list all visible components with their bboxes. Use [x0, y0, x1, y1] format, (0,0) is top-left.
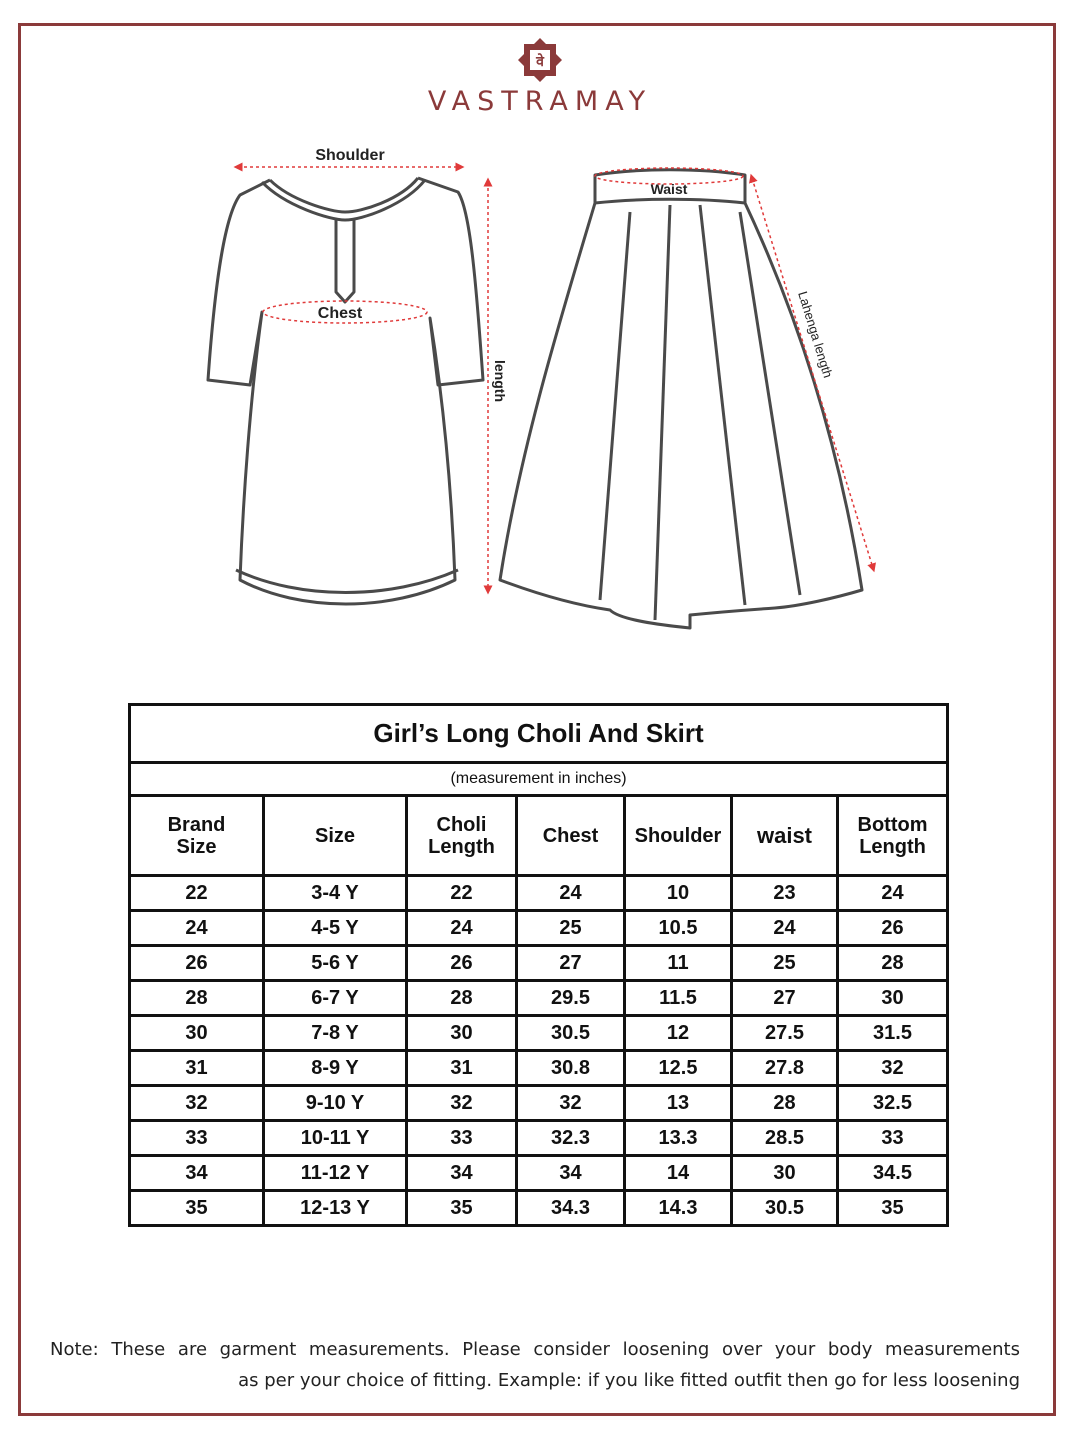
column-header [407, 796, 517, 876]
table-cell: 30 [130, 1016, 264, 1051]
table-cell: 24 [732, 911, 838, 946]
table-cell: 7-8 Y [264, 1016, 407, 1051]
column-header [264, 796, 407, 876]
table-cell: 35 [838, 1191, 948, 1226]
table-cell: 3-4 Y [264, 876, 407, 911]
length-label: length [492, 360, 508, 402]
table-subtitle: (measurement in inches) [130, 763, 948, 796]
column-header [130, 796, 264, 876]
table-cell: 28 [130, 981, 264, 1016]
note-line-1: Note: These are garment measurements. Please consider loosening over your body measurements [50, 1339, 1020, 1360]
table-cell: 30.5 [517, 1016, 625, 1051]
table-cell: 6-7 Y [264, 981, 407, 1016]
table-cell: 35 [407, 1191, 517, 1226]
skirt-drawing [500, 170, 862, 628]
table-cell: 27.5 [732, 1016, 838, 1051]
choli-drawing [208, 178, 483, 604]
table-cell: 12-13 Y [264, 1191, 407, 1226]
measurement-lines [238, 167, 873, 590]
table-cell: 11-12 Y [264, 1156, 407, 1191]
table-cell: 33 [838, 1121, 948, 1156]
chest-label: Chest [317, 305, 363, 322]
table-cell: 13 [625, 1086, 732, 1121]
brand-name: VASTRAMAY [427, 86, 653, 117]
table-cell: 22 [407, 876, 517, 911]
table-cell: 34 [130, 1156, 264, 1191]
waist-label: Waist [650, 181, 688, 197]
table-cell: 26 [838, 911, 948, 946]
table-cell: 11.5 [625, 981, 732, 1016]
table-cell: 28 [732, 1086, 838, 1121]
table-cell: 33 [130, 1121, 264, 1156]
table-cell: 31 [130, 1051, 264, 1086]
column-header-text: Shoulder [634, 824, 722, 847]
table-cell: 30 [407, 1016, 517, 1051]
table-cell: 10 [625, 876, 732, 911]
table-cell: 4-5 Y [264, 911, 407, 946]
column-header [517, 796, 625, 876]
table-cell: 33 [407, 1121, 517, 1156]
lahenga-length-label: Lahenga length [795, 289, 836, 380]
table-row [130, 1016, 948, 1051]
column-header-text: Length [428, 835, 495, 858]
table-cell: 28.5 [732, 1121, 838, 1156]
table-cell: 28 [838, 946, 948, 981]
table-cell: 27.8 [732, 1051, 838, 1086]
table-row [130, 1156, 948, 1191]
table-cell: 5-6 Y [264, 946, 407, 981]
size-chart-table [128, 703, 949, 1227]
table-title: Girl’s Long Choli And Skirt [130, 705, 948, 763]
note-line-2: as per your choice of fitting. Example: if you like fitted outfit then go for less loosening [238, 1370, 1020, 1391]
column-header [838, 796, 948, 876]
table-cell: 24 [517, 876, 625, 911]
table-cell: 10.5 [625, 911, 732, 946]
column-header-text: Chest [542, 824, 599, 847]
table-row [130, 981, 948, 1016]
table-cell: 11 [625, 946, 732, 981]
table-cell: 27 [732, 981, 838, 1016]
table-cell: 29.5 [517, 981, 625, 1016]
table-row [130, 1051, 948, 1086]
table-cell: 26 [130, 946, 264, 981]
table-cell: 24 [130, 911, 264, 946]
table-cell: 14.3 [625, 1191, 732, 1226]
column-header-text: waist [756, 822, 813, 848]
table-cell: 27 [517, 946, 625, 981]
table-cell: 10-11 Y [264, 1121, 407, 1156]
column-header-text: Brand [167, 813, 226, 836]
table-cell: 13.3 [625, 1121, 732, 1156]
table-row [130, 1121, 948, 1156]
table-cell: 25 [732, 946, 838, 981]
table-header-row [130, 796, 948, 876]
table-cell: 9-10 Y [264, 1086, 407, 1121]
table-cell: 22 [130, 876, 264, 911]
table-cell: 28 [407, 981, 517, 1016]
table-cell: 24 [838, 876, 948, 911]
table-cell: 31.5 [838, 1016, 948, 1051]
table-cell: 32 [407, 1086, 517, 1121]
table-cell: 35 [130, 1191, 264, 1226]
table-cell: 8-9 Y [264, 1051, 407, 1086]
table-cell: 25 [517, 911, 625, 946]
column-header-text: Choli [436, 813, 487, 836]
table-cell: 34.3 [517, 1191, 625, 1226]
table-cell: 34.5 [838, 1156, 948, 1191]
table-cell: 30 [732, 1156, 838, 1191]
table-cell: 32.3 [517, 1121, 625, 1156]
column-header-text: Bottom [857, 813, 928, 836]
table-cell: 31 [407, 1051, 517, 1086]
table-cell: 30.5 [732, 1191, 838, 1226]
table-cell: 30 [838, 981, 948, 1016]
shoulder-label: Shoulder [315, 147, 385, 164]
column-header [732, 796, 838, 876]
table-cell: 34 [407, 1156, 517, 1191]
note [50, 1334, 1020, 1396]
table-cell: 34 [517, 1156, 625, 1191]
table-cell: 32 [517, 1086, 625, 1121]
table-cell: 24 [407, 911, 517, 946]
column-header-text: Length [859, 835, 926, 858]
column-header-text: Size [176, 835, 217, 858]
table-cell: 12 [625, 1016, 732, 1051]
table-cell: 30.8 [517, 1051, 625, 1086]
table-cell: 12.5 [625, 1051, 732, 1086]
table-cell: 32 [130, 1086, 264, 1121]
table-row [130, 911, 948, 946]
table-cell: 23 [732, 876, 838, 911]
column-header-text: Size [314, 824, 356, 847]
logo-glyph: वे [536, 54, 544, 70]
table-row [130, 1086, 948, 1121]
table-row [130, 876, 948, 911]
garment-diagram [0, 0, 1080, 690]
table-cell: 26 [407, 946, 517, 981]
table-row [130, 1191, 948, 1226]
table-row [130, 946, 948, 981]
table-cell: 14 [625, 1156, 732, 1191]
column-header [625, 796, 732, 876]
table-cell: 32 [838, 1051, 948, 1086]
table-cell: 32.5 [838, 1086, 948, 1121]
